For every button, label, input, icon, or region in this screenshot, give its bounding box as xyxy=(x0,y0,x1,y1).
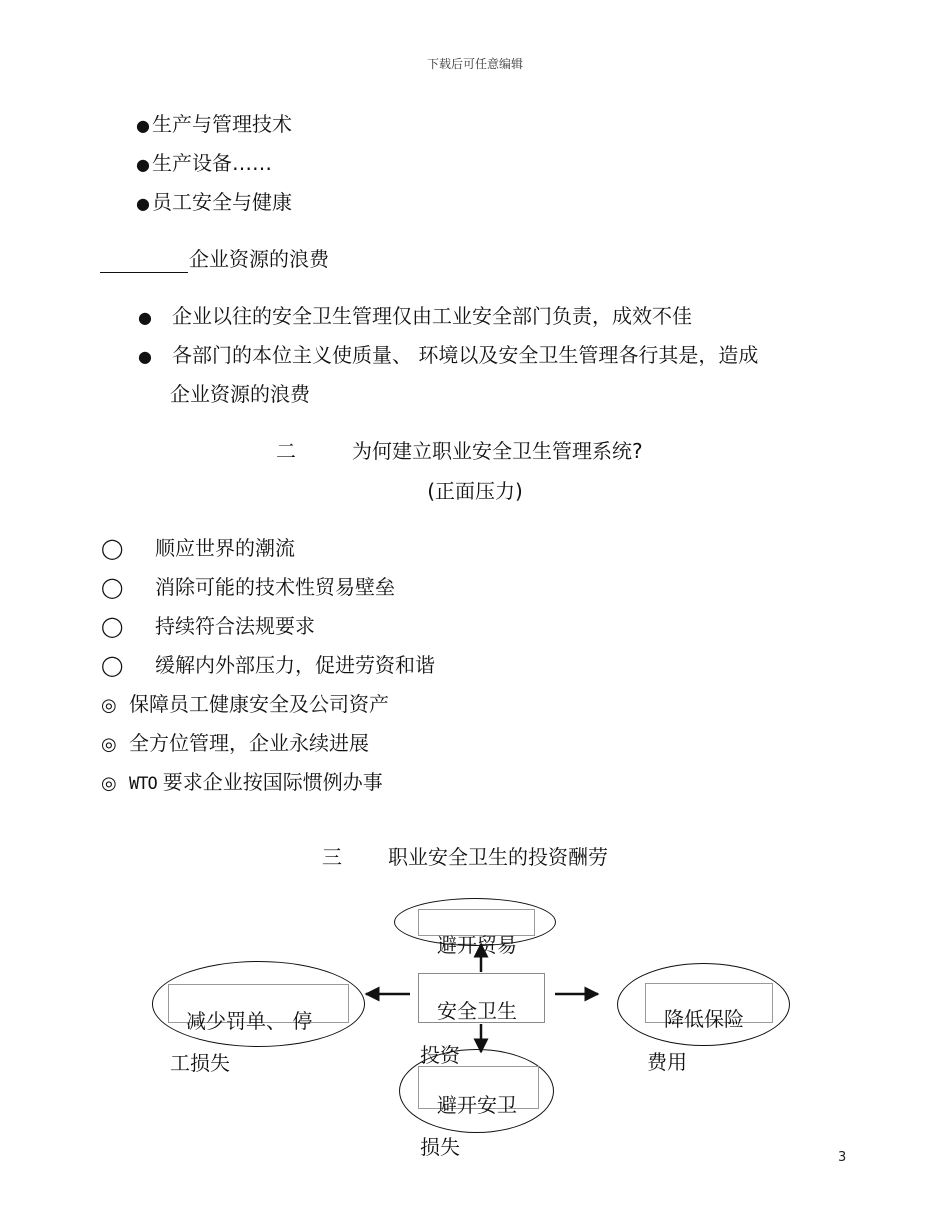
right-label-continued: 费用 xyxy=(647,1050,687,1074)
bullet-item: ● 各部门的本位主义使质量、 环境以及安全卫生管理各行其是，造成 xyxy=(138,341,758,371)
left-label-continued: 工损失 xyxy=(170,1051,230,1075)
bullet-dot-icon: ● xyxy=(138,347,152,366)
double-circle-icon: ◎ xyxy=(101,773,117,794)
bullet-continuation: 企业资源的浪费 xyxy=(170,382,310,406)
circle-icon: ◯ xyxy=(101,653,124,677)
double-ring-item: ◎ 保障员工健康安全及公司资产 xyxy=(101,690,389,720)
section-heading: 三 职业安全卫生的投资酬劳 xyxy=(322,845,608,869)
double-ring-item: ◎ WTO 要求企业按国际惯例办事 xyxy=(101,768,383,798)
double-ring-item: ◎ 全方位管理，企业永续进展 xyxy=(101,729,369,759)
bullet-item: ● 员工安全与健康 xyxy=(136,190,292,214)
fill-in-blank xyxy=(100,252,188,273)
circle-icon: ◯ xyxy=(101,614,124,638)
bullet-dot-icon: ● xyxy=(136,155,150,174)
section-subtitle: (正面压力) xyxy=(427,479,523,503)
section-heading: 二 为何建立职业安全卫生管理系统? xyxy=(276,439,643,463)
bottom-label-continued: 损失 xyxy=(420,1135,460,1159)
bullet-dot-icon: ● xyxy=(136,194,150,213)
bullet-item: ● 生产设备…… xyxy=(136,151,272,175)
ring-item: ◯ 消除可能的技术性贸易壁垒 xyxy=(101,575,395,599)
center-label: 安全卫生 xyxy=(437,999,517,1023)
circle-icon: ◯ xyxy=(101,575,124,599)
bullet-dot-icon: ● xyxy=(136,116,150,135)
page-number: 3 xyxy=(838,1150,847,1165)
page-header: 下载后可任意编辑 xyxy=(426,57,523,71)
bullet-dot-icon: ● xyxy=(138,308,152,327)
ring-item: ◯ 顺应世界的潮流 xyxy=(101,536,295,560)
bullet-item: ● 生产与管理技术 xyxy=(136,112,292,136)
bullet-item: ● 企业以往的安全卫生管理仅由工业安全部门负责，成效不佳 xyxy=(138,302,692,332)
bottom-label: 避开安卫 xyxy=(437,1093,517,1117)
waste-heading: 企业资源的浪费 xyxy=(100,245,329,273)
ring-item: ◯ 缓解内外部压力，促进劳资和谐 xyxy=(101,653,435,677)
center-label-continued: 投资 xyxy=(420,1043,460,1067)
top-label: 避开贸易 xyxy=(437,933,517,957)
circle-icon: ◯ xyxy=(101,536,124,560)
ring-item: ◯ 持续符合法规要求 xyxy=(101,614,315,638)
double-circle-icon: ◎ xyxy=(101,734,117,755)
double-circle-icon: ◎ xyxy=(101,695,117,716)
right-label: 降低保险 xyxy=(664,1007,744,1031)
left-label: 减少罚单、 停 xyxy=(186,1009,313,1033)
